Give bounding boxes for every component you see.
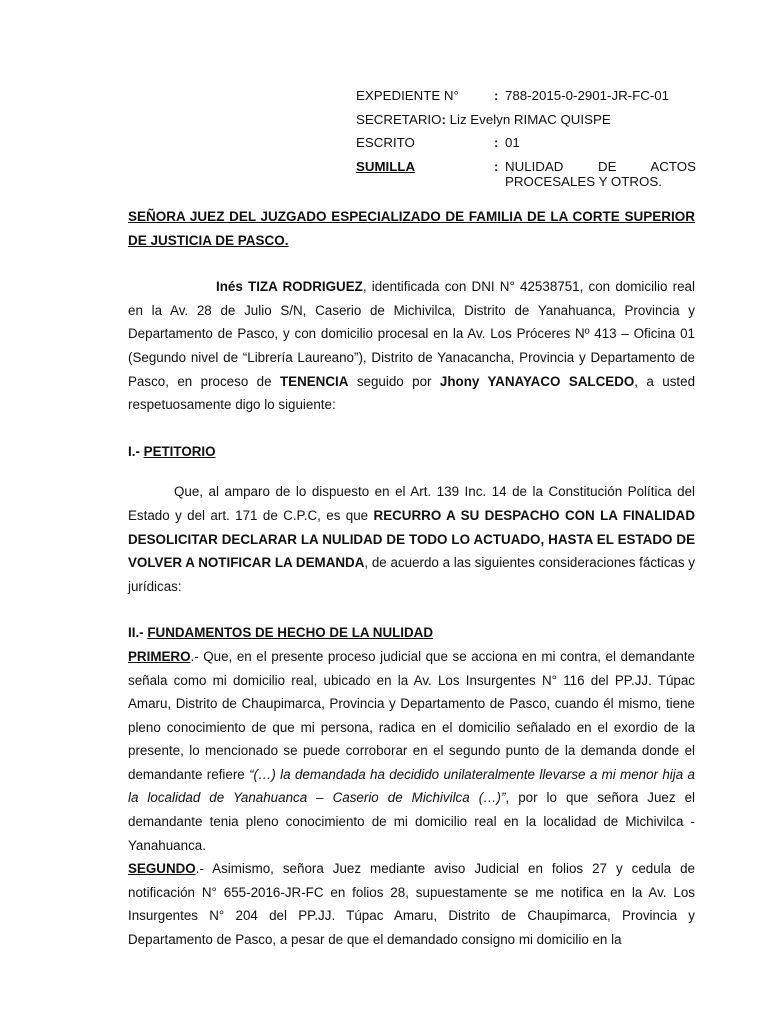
section-petitorio-heading xyxy=(128,440,695,464)
expediente-value: 788-2015-0-2901-JR-FC-01 xyxy=(505,88,670,103)
sumilla-row-2 xyxy=(356,174,696,190)
primero-paragraph xyxy=(128,645,695,857)
escrito-label: ESCRITO xyxy=(356,135,415,150)
primero-quote: “(…) la demandada ha decidido unilateralmente llevarse a mi menor hija a la localidad de Yanahuanca – Caserio de Michivilca (…)” xyxy=(128,766,695,806)
secretario-label: SECRETARIO xyxy=(356,111,442,127)
applicant-last-name: TIZA RODRIGUEZ xyxy=(248,279,363,295)
primero-text-2: , por lo que señora Juez el demandante tenia pleno conocimiento de mi domicilio real en la localidad de Michivilca - Yanahuanca. xyxy=(128,790,695,853)
process-type: TENENCIA xyxy=(279,373,349,389)
escrito-row xyxy=(356,131,696,155)
intro-text-1: , identificada con DNI N° 42538751, con domicilio real en la Av. 28 de Julio S/N, Caserio de Michivilca, Distrito de Yanahuanca, Provincia y Departamento de Pasco, y con domicilio procesal en la Av. Los Próceres Nº 413 – Oficina 01 (Segundo nivel de “Librería Laureano”), Distrito de Yanacancha, Provincia y Departamento de Pasco, en proceso de xyxy=(128,279,695,389)
colon: : xyxy=(494,135,499,150)
colon: : xyxy=(494,88,499,103)
section-fundamentos-heading xyxy=(128,621,695,645)
colon: : xyxy=(441,111,446,127)
segundo-label: SEGUNDO xyxy=(128,861,196,877)
colon: : xyxy=(494,158,499,174)
intro-paragraph xyxy=(128,275,695,417)
secretario-value: Liz Evelyn RIMAC QUISPE xyxy=(449,111,611,127)
case-header xyxy=(356,84,696,190)
primero-text-1: .- Que, en el presente proceso judicial que se acciona en mi contra, el demandante señala como mi domicilio real, ubicado en la Av. Los Insurgentes N° 116 del PP.JJ. Túpac Amaru, Distrito de Chaupimarca, Provincia y Departamento de Pasco, cuando él mismo, tiene pleno conocimiento de que mi persona, radica en el domicilio señalado en el exordio de la presente, lo mencionado se puede corroborar en el segundo punto de la demanda donde el demandante refiere xyxy=(128,648,695,782)
intro-text-3: , a usted respetuosamente digo lo siguiente: xyxy=(128,373,696,413)
escrito-value: 01 xyxy=(505,135,520,150)
sumilla-value-line2: PROCESALES Y OTROS. xyxy=(505,174,662,189)
segundo-paragraph xyxy=(128,857,695,951)
sumilla-value-line1: NULIDAD DE ACTOS xyxy=(505,158,696,174)
petitorio-paragraph xyxy=(128,480,695,598)
section-title: FUNDAMENTOS DE HECHO DE LA NULIDAD xyxy=(147,625,434,641)
sumilla-label: SUMILLA xyxy=(356,158,416,174)
section-number: I.- xyxy=(128,443,140,459)
section-title: PETITORIO xyxy=(143,443,216,459)
applicant-first-name: Inés xyxy=(216,279,243,295)
intro-text-2: seguido por xyxy=(348,373,440,389)
plaintiff-name: Jhony YANAYACO SALCEDO xyxy=(439,373,635,389)
secretario-row xyxy=(356,108,696,132)
segundo-text-1: .- Asimismo, señora Juez mediante aviso Judicial en folios 27 y cedula de notificación N° 655-2016-JR-FC en folios 28, supuestamente se me notifica en la Av. Los Insurgentes N° 204 del PP.JJ. Túpac Amaru, Distrito de Chaupimarca, Provincia y Departamento de Pasco, a pesar de que el demandado consigno mi domicilio en la xyxy=(128,861,695,948)
section-number: II.- xyxy=(128,625,144,641)
addressee: SEÑORA JUEZ DEL JUZGADO ESPECIALIZADO DE FAMILIA DE LA CORTE SUPERIOR DE JUSTICIA DE PASCO. xyxy=(128,209,695,248)
primero-label: PRIMERO xyxy=(128,648,191,664)
document-body xyxy=(128,205,695,952)
petitorio-text-1: Que, al amparo de lo dispuesto en el Art. 139 Inc. 14 de la Constitución Política del Estado y del art. 171 de C.P.C, es que xyxy=(128,484,695,523)
petitorio-text-2: , de acuerdo a las siguientes consideraciones fácticas y jurídicas: xyxy=(128,555,695,594)
expediente-row xyxy=(356,84,696,108)
expediente-label: EXPEDIENTE N° xyxy=(356,88,459,103)
petitorio-request: RECURRO A SU DESPACHO CON LA FINALIDAD DESOLICITAR DECLARAR LA NULIDAD DE TODO LO ACTUADO, HASTA EL ESTADO DE VOLVER A NOTIFICAR LA DEMANDA xyxy=(128,507,695,571)
